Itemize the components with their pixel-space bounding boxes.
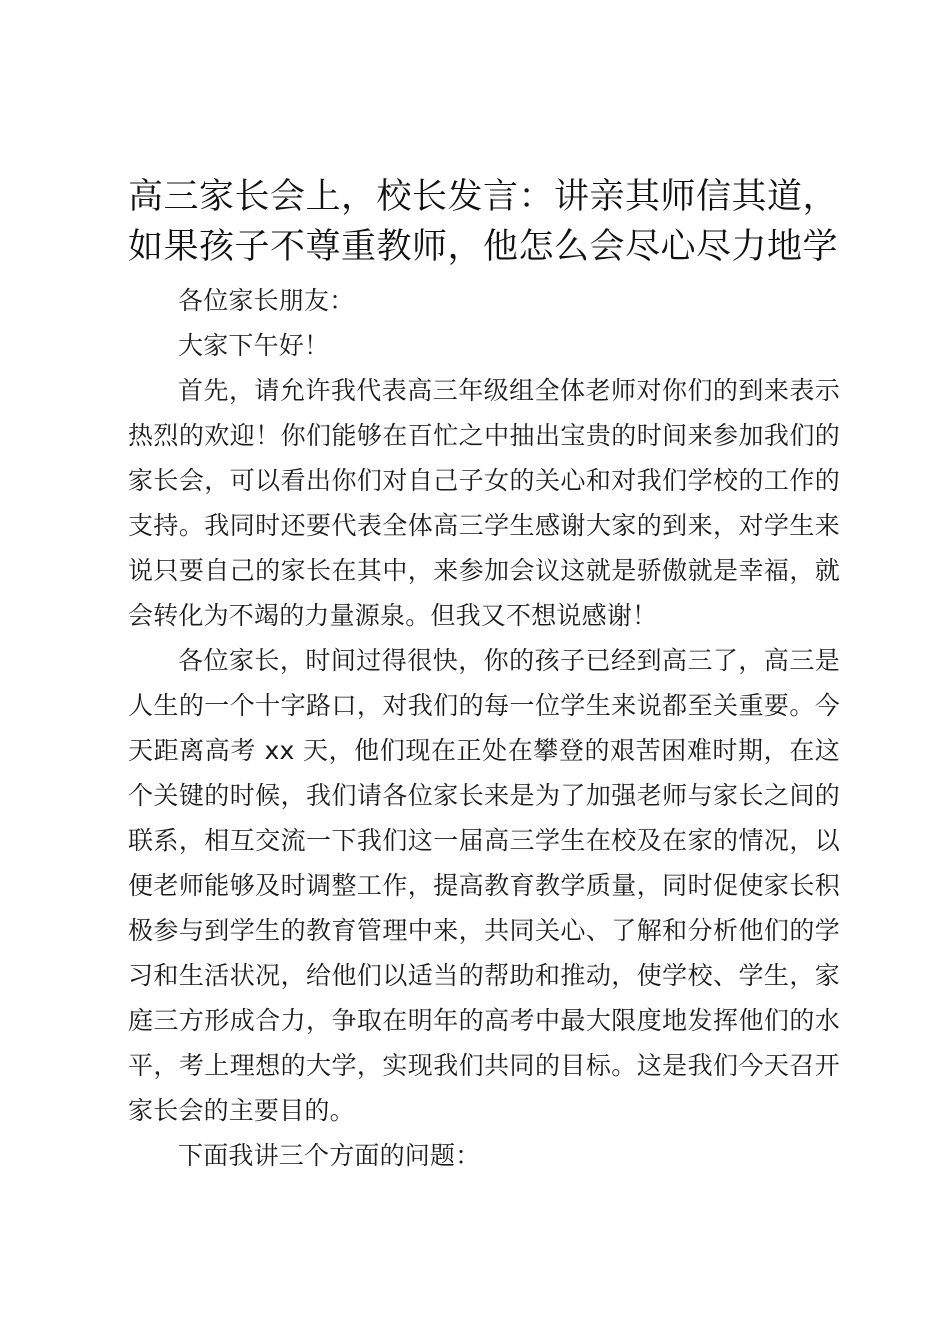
paragraph-outline: 下面我讲三个方面的问题： — [178, 1141, 481, 1170]
document-title: 高三家长会上，校长发言：讲亲其师信其道，如果孩子不尊重教师，他怎么会尽心尽力地学 — [128, 177, 839, 267]
paragraph-salutation: 大家下午好！ — [178, 331, 330, 360]
paragraph-welcome: 首先，请允许我代表高三年级组全体老师对你们的到来表示热烈的欢迎！你们能够在百忙之中抽出宝贵的时间来参加我们的家长会，可以看出你们对自己子女的关心和对我们学校的工作的支持。我同时还要代表全体高三学生感谢大家的到来，对学生来说只要自己的家长在其中，来参加会议这就是骄傲就是幸福，就会转化为不竭的力量源泉。但我又不想说感谢！ — [128, 376, 840, 630]
document-page — [128, 172, 840, 1178]
paragraph-greeting: 各位家长朋友： — [178, 286, 355, 315]
paragraph-purpose: 各位家长，时间过得很快，你的孩子已经到高三了，高三是人生的一个十字路口，对我们的每一位学生来说都至关重要。今天距离高考 xx 天，他们现在正处在攀登的艰苦困难时期，在这个关键的时候，我们请各位家长来是为了加强老师与家长之间的联系，相互交流一下我们这一届高三学生在校及在家的情况，以便老师能够及时调整工作，提高教育教学质量，同时促使家长积极参与到学生的教育管理中来，共同关心、了解和分析他们的学习和生活状况，给他们以适当的帮助和推动，使学校、学生，家庭三方形成合力，争取在明年的高考中最大限度地发挥他们的水平，考上理想的大学，实现我们共同的目标。这是我们今天召开家长会的主要目的。 — [128, 646, 840, 1125]
